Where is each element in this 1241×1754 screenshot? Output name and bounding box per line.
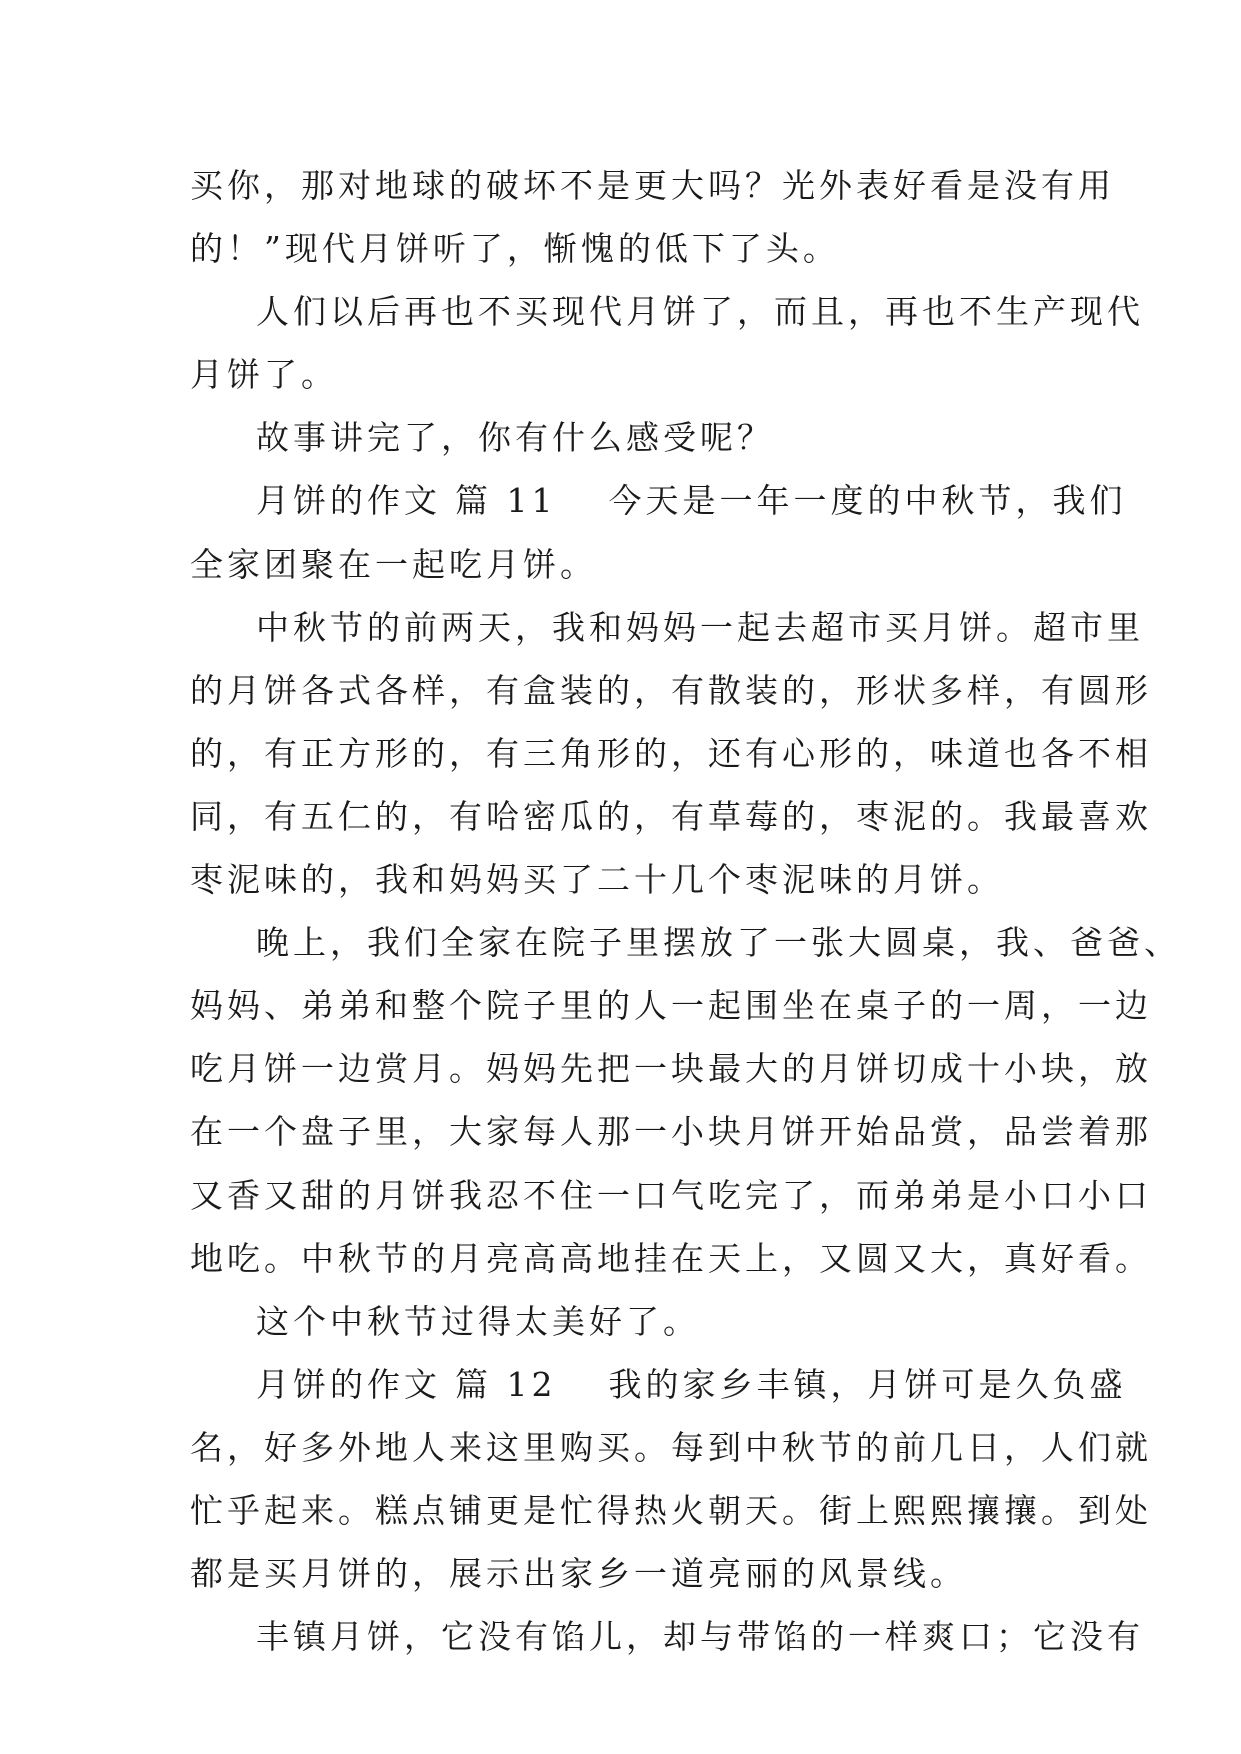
text-line: 买你，那对地球的破坏不是更大吗？光外表好看是没有用 bbox=[190, 166, 1115, 205]
section-number: 篇 12 bbox=[455, 1364, 557, 1404]
text-line: 枣泥味的，我和妈妈买了二十几个枣泥味的月饼。 bbox=[190, 860, 1004, 900]
text-line: 地吃。中秋节的月亮高高地挂在天上，又圆又大，真好看。 bbox=[190, 1238, 1152, 1278]
document-body bbox=[190, 154, 1181, 1668]
text-line: 忙乎起来。糕点铺更是忙得热火朝天。街上熙熙攘攘。到处 bbox=[190, 1490, 1152, 1530]
text-line: 的，有正方形的，有三角形的，还有心形的，味道也各不相 bbox=[190, 733, 1152, 773]
paragraph-line: 人们以后再也不买现代月饼了，而且，再也不生产现代 bbox=[256, 292, 1144, 332]
section-heading-12 bbox=[190, 1353, 1127, 1416]
text-line: 全家团聚在一起吃月饼。 bbox=[190, 544, 597, 584]
section-number: 篇 11 bbox=[455, 481, 557, 521]
text-line: 月饼了。 bbox=[190, 355, 338, 395]
text-line: 吃月饼一边赏月。妈妈先把一块最大的月饼切成十小块，放 bbox=[190, 1049, 1152, 1089]
text-line: 同，有五仁的，有哈密瓜的，有草莓的，枣泥的。我最喜欢 bbox=[190, 796, 1152, 836]
section-heading-11 bbox=[190, 469, 1127, 532]
section-title: 月饼的作文 bbox=[256, 1364, 441, 1404]
paragraph-line: 中秋节的前两天，我和妈妈一起去超市买月饼。超市里 bbox=[256, 607, 1144, 647]
text-line: 的月饼各式各样，有盒装的，有散装的，形状多样，有圆形 bbox=[190, 670, 1152, 710]
text-line: 名，好多外地人来这里购买。每到中秋节的前几日，人们就 bbox=[190, 1427, 1152, 1467]
text-line: 又香又甜的月饼我忍不住一口气吃完了，而弟弟是小口小口 bbox=[190, 1175, 1152, 1215]
text-line: 妈妈、弟弟和整个院子里的人一起围坐在桌子的一周，一边 bbox=[190, 986, 1152, 1026]
paragraph-line: 故事讲完了，你有什么感受呢？ bbox=[256, 418, 774, 458]
text-line: 的！”现代月饼听了，惭愧的低下了头。 bbox=[190, 229, 840, 269]
section-title: 月饼的作文 bbox=[256, 481, 441, 521]
paragraph-line: 丰镇月饼，它没有馅儿，却与带馅的一样爽口；它没有 bbox=[256, 1617, 1144, 1657]
paragraph-line: 这个中秋节过得太美好了。 bbox=[256, 1301, 700, 1341]
section-text: 我的家乡丰镇，月饼可是久负盛 bbox=[608, 1364, 1127, 1404]
text-line: 都是买月饼的，展示出家乡一道亮丽的风景线。 bbox=[190, 1554, 967, 1594]
text-line: 在一个盘子里，大家每人那一小块月饼开始品赏，品尝着那 bbox=[190, 1112, 1152, 1152]
paragraph-line: 晚上，我们全家在院子里摆放了一张大圆桌，我、爸爸、 bbox=[256, 923, 1181, 963]
section-text: 今天是一年一度的中秋节，我们 bbox=[608, 481, 1127, 521]
